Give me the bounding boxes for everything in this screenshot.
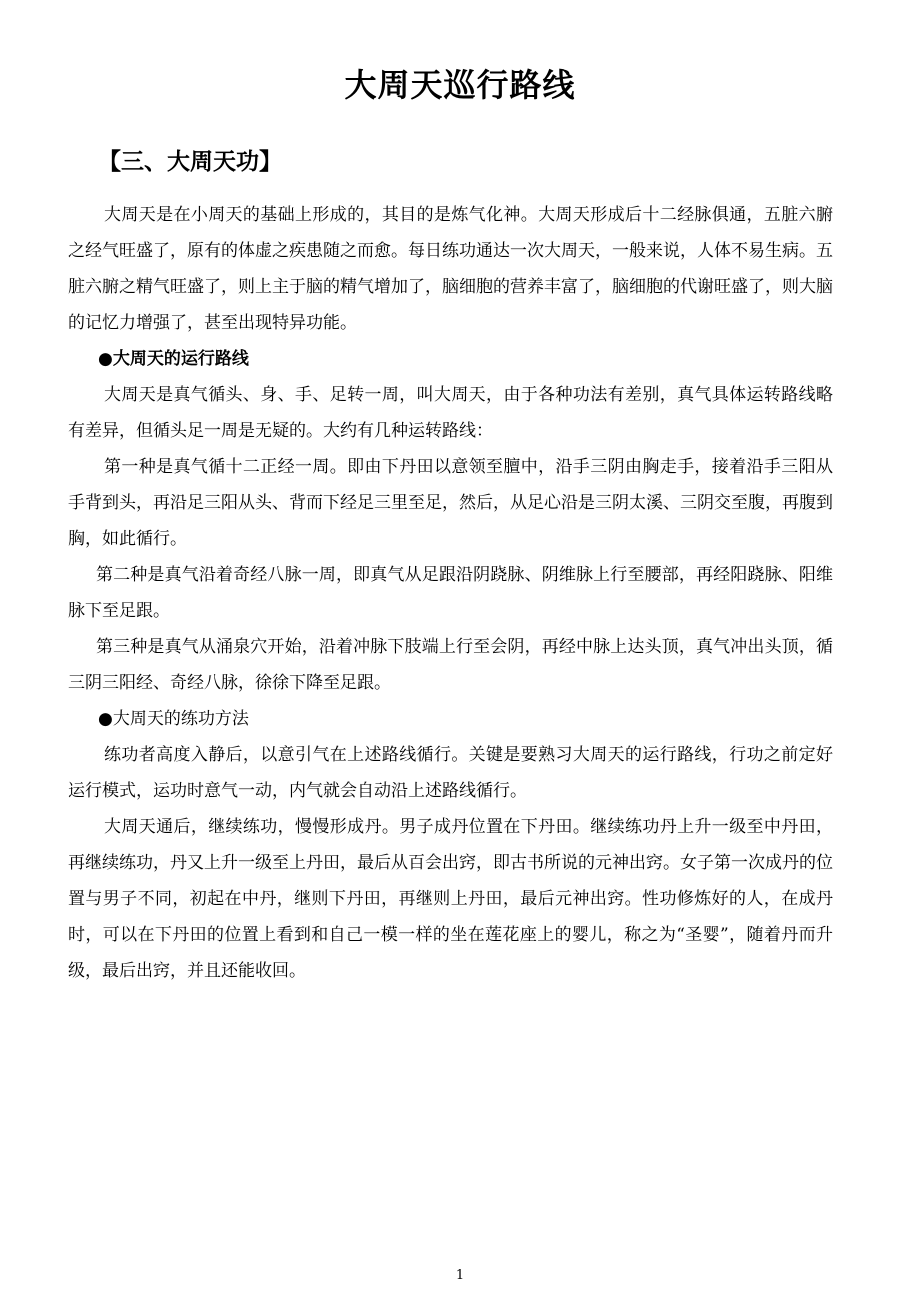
method-first-paragraph: 练功者高度入静后，以意引气在上述路线循行。关键是要熟习大周天的运行路线，行功之前定好运行模式，运功时意气一动，内气就会自动沿上述路线循行。 bbox=[68, 745, 833, 801]
section-heading: 【三、大周天功】 bbox=[98, 149, 282, 175]
route-third-paragraph: 第三种是真气从涌泉穴开始，沿着冲脉下肢端上行至会阴，再经中脉上达头顶，真气冲出头顶，循三阴三阳经、奇经八脉，徐徐下降至足跟。 bbox=[68, 637, 833, 693]
method-second-paragraph: 大周天通后，继续练功，慢慢形成丹。男子成丹位置在下丹田。继续练功丹上升一级至中丹田，再继续练功，丹又上升一级至上丹田，最后从百会出窍，即古书所说的元神出窍。女子第一次成丹的位置与男子不同，初起在中丹，继则下丹田，再继则上丹田，最后元神出窍。性功修炼好的人，在成丹时，可以在下丹田的位置上看到和自己一模一样的坐在莲花座上的婴儿，称之为“圣婴”，随着丹而升级，最后出窍，并且还能收回。 bbox=[68, 817, 833, 981]
route-heading: ●大周天的运行路线 bbox=[98, 349, 249, 369]
route-intro-paragraph: 大周天是真气循头、身、手、足转一周，叫大周天，由于各种功法有差别，真气具体运转路线略有差异，但循头足一周是无疑的。大约有几种运转路线： bbox=[68, 385, 833, 441]
page-number: 1 bbox=[455, 1268, 465, 1283]
route-first-paragraph: 第一种是真气循十二正经一周。即由下丹田以意领至膻中，沿手三阴由胸走手，接着沿手三阳从手背到头，再沿足三阳从头、背而下经足三里至足，然后，从足心沿是三阴太溪、三阴交至腹，再腹到胸，如此循行。 bbox=[68, 457, 833, 549]
method-heading: ●大周天的练功方法 bbox=[98, 709, 249, 729]
document-title: 大周天巡行路线 bbox=[344, 66, 576, 104]
document-body bbox=[68, 145, 833, 989]
route-second-paragraph: 第二种是真气沿着奇经八脉一周，即真气从足跟沿阴跷脉、阴维脉上行至腰部，再经阳跷脉、阳维脉下至足跟。 bbox=[68, 565, 833, 621]
intro-paragraph: 大周天是在小周天的基础上形成的，其目的是炼气化神。大周天形成后十二经脉俱通，五脏六腑之经气旺盛了，原有的体虚之疾患随之而愈。每日练功通达一次大周天，一般来说，人体不易生病。五脏六腑之精气旺盛了，则上主于脑的精气增加了，脑细胞的营养丰富了，脑细胞的代谢旺盛了，则大脑的记忆力增强了，甚至出现特异功能。 bbox=[68, 205, 833, 333]
